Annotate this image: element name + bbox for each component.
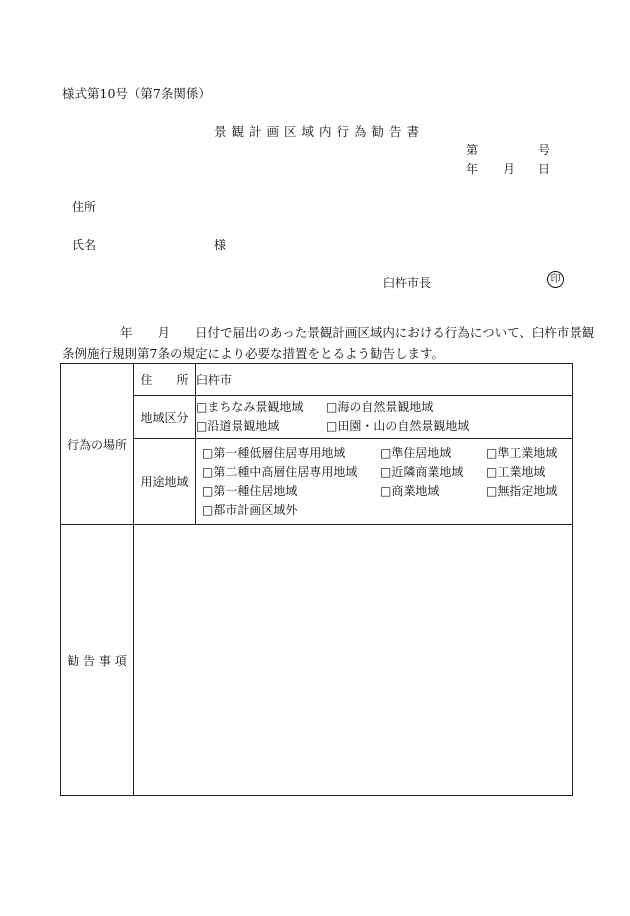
- use-option-6[interactable]: □ 工業地域: [486, 463, 566, 482]
- number-suffix: 号: [538, 143, 551, 157]
- body-line-1: 年 月 日付で届出のあった景観計画区域内における行為について、臼杵市景観: [120, 325, 595, 340]
- address-row-label: 住 所: [134, 364, 196, 396]
- location-label: 行為の場所: [61, 364, 134, 525]
- use-option-5[interactable]: □ 近隣商業地域: [380, 463, 486, 482]
- sender-title: 臼杵市長: [383, 276, 432, 290]
- use-option-9[interactable]: □ 無指定地域: [486, 482, 566, 501]
- seal-icon: 印: [547, 271, 564, 288]
- use-option-7[interactable]: □ 第一種住居地域: [202, 482, 380, 501]
- zone-label: 地域区分: [134, 396, 196, 439]
- advice-table: [60, 363, 573, 796]
- body-line-2: 条例施行規則第7条の規定により必要な措置をとるよう勧告します。: [62, 346, 444, 361]
- date-year-label: 年: [466, 162, 479, 176]
- use-option-4[interactable]: □ 第二種中高層住居専用地域: [202, 463, 380, 482]
- zone-option-rural[interactable]: □ 田園・山の自然景観地域: [326, 417, 469, 436]
- zone-option-roadside[interactable]: □ 沿道景観地域: [196, 417, 326, 436]
- form-number: 様式第10号（第7条関係）: [62, 86, 211, 101]
- recipient-honorific: 様: [214, 238, 227, 252]
- use-option-2[interactable]: □ 準住居地域: [380, 444, 486, 463]
- use-label: 用途地域: [134, 439, 196, 525]
- date-day-label: 日: [538, 162, 551, 176]
- use-option-10[interactable]: □ 都市計画区域外: [202, 501, 380, 520]
- document-title: 景観計画区域内行為勧告書: [213, 124, 424, 139]
- body-text: [62, 322, 595, 364]
- number-prefix: 第: [466, 143, 479, 157]
- use-option-8[interactable]: □ 商業地域: [380, 482, 486, 501]
- advice-label: 勧 告 事 項: [61, 525, 134, 796]
- advice-content-area[interactable]: [134, 525, 573, 796]
- use-options: [196, 439, 573, 525]
- recipient-name-label: 氏名: [72, 238, 97, 252]
- address-value: 臼杵市: [196, 364, 573, 396]
- zone-options: [196, 396, 573, 439]
- recipient-address-label: 住所: [72, 200, 97, 214]
- zone-option-sea[interactable]: □ 海の自然景観地域: [326, 398, 433, 417]
- use-option-1[interactable]: □ 第一種低層住居専用地域: [202, 444, 380, 463]
- date-month-label: 月: [503, 162, 516, 176]
- use-option-3[interactable]: □ 準工業地域: [486, 444, 566, 463]
- zone-option-machinami[interactable]: □ まちなみ景観地域: [196, 398, 326, 417]
